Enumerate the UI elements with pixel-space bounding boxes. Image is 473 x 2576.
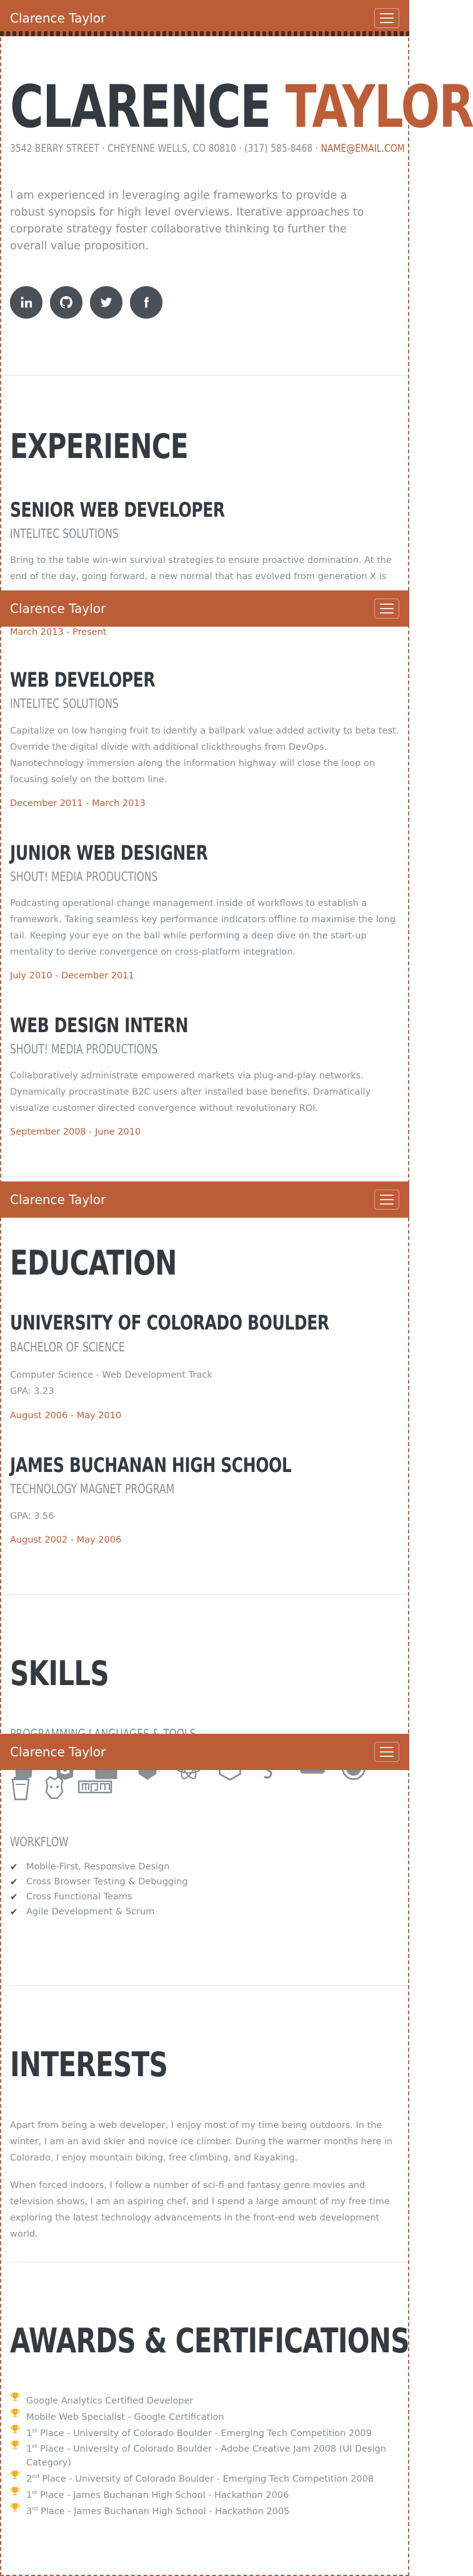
- skills-section: [10, 1654, 397, 1693]
- award-item: [10, 2392, 391, 2408]
- about-address-line: [10, 142, 405, 155]
- job-company: SHOUT! MEDIA PRODUCTIONS: [10, 869, 158, 884]
- about-intro: [10, 187, 385, 255]
- twitter-icon[interactable]: [90, 286, 122, 319]
- job-desc-row: [10, 723, 401, 788]
- intro-text: I am experienced in leveraging agile frameworks to provide a robust synopsis for high level overviews. Iterative approaches to corporate strategy foster collaborative thinking to further the overall value proposition.: [10, 189, 364, 252]
- section-divider: [0, 1985, 409, 1986]
- award-item: [10, 2470, 391, 2486]
- navbar-brand[interactable]: Clarence Taylor: [10, 11, 106, 26]
- education-title: EDUCATION: [10, 1243, 177, 1283]
- check-icon: ✔: [10, 1906, 18, 1917]
- trophy-icon: [10, 2502, 21, 2519]
- interests-section: [10, 2045, 397, 2084]
- job-desc-row: [10, 552, 401, 585]
- school-name: UNIVERSITY OF COLORADO BOULDER: [10, 1311, 329, 1335]
- job-company: INTELITEC SOLUTIONS: [10, 696, 119, 711]
- workflow-item: Mobile-First, Responsive Design: [26, 1862, 170, 1872]
- interests-paragraph-1: Apart from being a web developer, I enjoy most of my time being outdoors. In the winter, I am an avid skier and novice ice climber. During the warmer months here in Colorado, I enjoy mountain biking, free climbing, and kayaking.: [10, 2121, 393, 2163]
- award-text: 2nd Place - University of Colorado Boulder - Emerging Tech Competition 2008: [26, 2474, 374, 2485]
- job-date-row: [10, 798, 397, 808]
- award-text: Mobile Web Specialist - Google Certification: [26, 2412, 224, 2422]
- school-degree: TECHNOLOGY MAGNET PROGRAM: [10, 1481, 175, 1496]
- job-company: INTELITEC SOLUTIONS: [10, 526, 119, 541]
- job-date-row: [10, 627, 397, 637]
- job-item: [10, 843, 397, 863]
- npm-icon: [77, 1779, 112, 1798]
- grunt-icon: [42, 1774, 66, 1802]
- job-company-row: [10, 526, 397, 541]
- awards-list: [10, 2392, 391, 2519]
- job-desc-row: [10, 1068, 401, 1116]
- award-item: [10, 2408, 391, 2424]
- school-details: [10, 1508, 397, 1524]
- trophy-icon: [10, 2424, 21, 2440]
- school-item: [10, 1455, 397, 1475]
- school-degree: BACHELOR OF SCIENCE: [10, 1340, 125, 1355]
- navbar-stripes: [0, 31, 409, 36]
- page-title: [10, 73, 473, 141]
- trophy-icon: [10, 2392, 21, 2408]
- tool-icons-row-2: [10, 1774, 397, 1802]
- interests-body: [10, 2117, 401, 2242]
- last-name: TAYLOR: [285, 73, 473, 141]
- trophy-icon: [10, 2486, 21, 2502]
- job-company: SHOUT! MEDIA PRODUCTIONS: [10, 1042, 158, 1057]
- award-text: 1st Place - James Buchanan High School - Hackathon 2006: [26, 2490, 289, 2500]
- github-icon[interactable]: [50, 286, 82, 319]
- navbar-sticky: [0, 590, 409, 627]
- award-text: 3rd Place - James Buchanan High School - Hackathon 2005: [26, 2505, 290, 2517]
- navbar-sticky: [0, 1181, 409, 1218]
- first-name: CLARENCE: [10, 73, 271, 141]
- job-date-row: [10, 1127, 397, 1137]
- job-date-row: [10, 971, 397, 981]
- job-company-row: [10, 1042, 397, 1057]
- workflow-item: Agile Development & Scrum: [26, 1907, 155, 1917]
- awards-section: [10, 2321, 409, 2360]
- workflow-list: [10, 1859, 397, 1919]
- trophy-icon: [10, 2408, 21, 2424]
- navbar-sticky: [0, 1734, 409, 1770]
- address: 3542 BERRY STREET · CHEYENNE WELLS, CO 80810 · (317) 585-8468 ·: [10, 142, 321, 155]
- job-title: SENIOR WEB DEVELOPER: [10, 498, 225, 522]
- interests-title: INTERESTS: [10, 2045, 168, 2084]
- linkedin-icon[interactable]: [10, 286, 42, 319]
- education-section: [10, 1243, 397, 1283]
- school-name: JAMES BUCHANAN HIGH SCHOOL: [10, 1453, 292, 1477]
- school-degree-row: [10, 1340, 397, 1355]
- job-date: July 2010 - December 2011: [10, 971, 134, 981]
- interests-paragraph-2: When forced indoors, I follow a number of sci-fi and fantasy genre movies and television shows, I am an aspiring chef, and I spend a large amount of my free time exploring the latest technology advancements in the front-end web development world.: [10, 2181, 390, 2239]
- section-divider: [0, 1594, 409, 1595]
- facebook-icon[interactable]: [130, 286, 162, 319]
- award-text: 1st Place - University of Colorado Boulder - Emerging Tech Competition 2009: [26, 2427, 372, 2439]
- school-date-row: [10, 1535, 397, 1545]
- job-description: Bring to the table win-win survival strategies to ensure proactive domination. At the end of the day, going forward, a new normal that has evolved from generation X is: [10, 555, 392, 582]
- hamburger-icon[interactable]: [374, 8, 399, 28]
- workflow-title-row: [10, 1834, 397, 1849]
- school-gpa: GPA: 3.56: [10, 1511, 54, 1521]
- list-item: [10, 1874, 397, 1889]
- job-desc-row: [10, 895, 401, 960]
- gulp-icon: [10, 1774, 31, 1802]
- check-icon: ✔: [10, 1861, 18, 1872]
- hamburger-icon[interactable]: [374, 1190, 399, 1210]
- navbar-brand[interactable]: Clarence Taylor: [10, 601, 106, 616]
- school-details: [10, 1367, 397, 1400]
- school-date: August 2006 - May 2010: [10, 1411, 122, 1421]
- navbar-brand[interactable]: Clarence Taylor: [10, 1192, 106, 1207]
- experience-title: EXPERIENCE: [10, 427, 188, 466]
- school-gpa: GPA: 3.23: [10, 1386, 54, 1396]
- award-item: [10, 2486, 391, 2502]
- hamburger-icon[interactable]: [374, 599, 399, 619]
- job-description: Podcasting operational change management inside of workflows to establish a framework. Taking seamless key performance indicators offline to maximise the long tail. Keeping your eye on the ball while performing a deep dive on the start-up mentality to derive convergence on cross-platform integration.: [10, 898, 396, 957]
- check-icon: ✔: [10, 1891, 18, 1902]
- school-degree-row: [10, 1481, 397, 1496]
- job-item: [10, 670, 397, 690]
- list-item: [10, 1859, 397, 1874]
- award-text: Google Analytics Certified Developer: [26, 2395, 194, 2406]
- list-item: [10, 1889, 397, 1904]
- workflow-item: Cross Functional Teams: [26, 1892, 132, 1902]
- school-date: August 2002 - May 2006: [10, 1535, 122, 1545]
- award-item: [10, 2424, 391, 2440]
- navbar-top: [0, 0, 409, 36]
- job-item: [10, 500, 397, 520]
- skills-title: SKILLS: [10, 1654, 109, 1693]
- job-date: March 2013 - Present: [10, 627, 107, 637]
- job-title: WEB DESIGN INTERN: [10, 1013, 189, 1037]
- award-item: [10, 2440, 391, 2470]
- job-company-row: [10, 696, 397, 711]
- hamburger-icon[interactable]: [374, 1742, 399, 1762]
- job-description: Collaboratively administrate empowered markets via plug-and-play networks. Dynamically procrastinate B2C users after installed base benefits. Dramatically visualize customer directed convergence without revolutionary ROI.: [10, 1071, 371, 1113]
- workflow-title: WORKFLOW: [10, 1834, 69, 1849]
- job-date: December 2011 - March 2013: [10, 798, 146, 808]
- list-item: [10, 1904, 397, 1919]
- email-link[interactable]: NAME@EMAIL.COM: [321, 142, 405, 155]
- navbar-brand[interactable]: Clarence Taylor: [10, 1744, 106, 1759]
- job-title: WEB DEVELOPER: [10, 668, 156, 692]
- job-date: September 2008 - June 2010: [10, 1127, 141, 1137]
- school-track: Computer Science - Web Development Track: [10, 1370, 212, 1380]
- trophy-icon: [10, 2470, 21, 2486]
- about-section: [10, 73, 473, 141]
- job-company-row: [10, 869, 397, 884]
- school-item: [10, 1313, 397, 1333]
- award-text: 1st Place - University of Colorado Boulder - Adobe Creative Jam 2008 (UI Design Category): [26, 2444, 386, 2469]
- trophy-icon: [10, 2440, 21, 2470]
- school-date-row: [10, 1411, 397, 1421]
- check-icon: ✔: [10, 1876, 18, 1887]
- job-item: [10, 1015, 397, 1035]
- awards-title: AWARDS & CERTIFICATIONS: [10, 2321, 409, 2360]
- experience-section: [10, 427, 397, 466]
- job-description: Capitalize on low hanging fruit to identify a ballpark value added activity to beta test. Override the digital divide with additional clickthroughs from DevOps. Nanotechnology immersion along the information highway will close the loop on focusing solely on the bottom line.: [10, 726, 399, 785]
- workflow-item: Cross Browser Testing & Debugging: [26, 1877, 188, 1887]
- job-title: JUNIOR WEB DESIGNER: [10, 841, 208, 865]
- award-item: [10, 2502, 391, 2519]
- social-links: [10, 286, 397, 319]
